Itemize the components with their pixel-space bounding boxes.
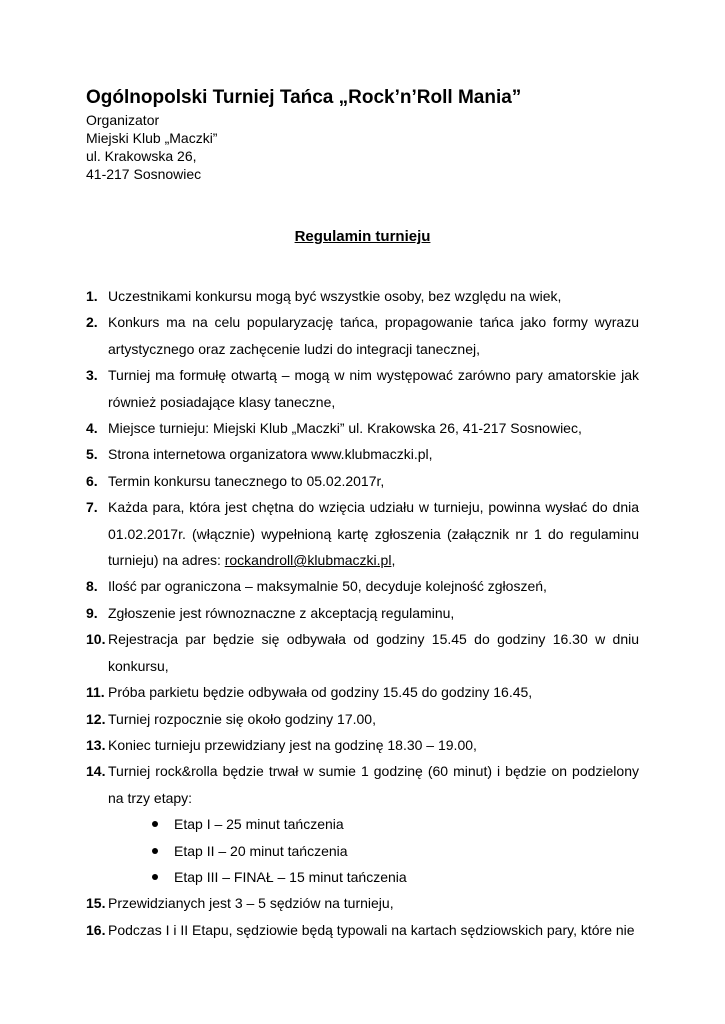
bullet-icon (152, 874, 158, 880)
rule-text: Konkurs ma na celu popularyzację tańca, propagowanie tańca jako formy wyrazu artystycznego oraz zachęcenie ludzi do integracji tanecznej, (108, 314, 639, 357)
rule-item (86, 917, 639, 943)
rule-item (86, 309, 639, 362)
rule-number: 7. (86, 499, 98, 516)
rule-text: Strona internetowa organizatora www.klubmaczki.pl, (108, 446, 433, 463)
bullet-icon (152, 821, 158, 827)
rule-text: Turniej ma formułę otwartą – mogą w nim występować zarówno pary amatorskie jak również posiadające klasy taneczne, (108, 367, 639, 410)
rule-number: 10. (86, 631, 106, 648)
rule-item (86, 600, 639, 626)
document-title: Ogólnopolski Turniej Tańca „Rock’n’Roll Mania” (86, 87, 522, 108)
rule-number: 15. (86, 895, 106, 912)
rule-item (86, 758, 639, 890)
rule-item (86, 362, 639, 415)
organizer-line: Organizator (86, 112, 160, 128)
organizer-line: 41-217 Sosnowiec (86, 166, 202, 182)
rule-item (86, 706, 639, 732)
organizer-line: ul. Krakowska 26, (86, 148, 197, 164)
rule-item (86, 679, 639, 705)
rule-text: Każda para, która jest chętna do wzięcia udziału w turnieju, powinna wysłać do dnia 01.02.2017r. (włącznie) wypełnioną kartę zgłoszenia (załącznik nr 1 do regulaminu turnieju) na adres: rockandroll@klubmaczki.pl, (108, 499, 639, 569)
stage-text: Etap III – FINAŁ – 15 minut tańczenia (174, 868, 407, 885)
rule-item (86, 494, 639, 573)
rule-text: Zgłoszenie jest równoznaczne z akceptacją regulaminu, (108, 604, 455, 621)
rule-number: 12. (86, 710, 106, 727)
rule-number: 5. (86, 446, 98, 463)
rule-number: 13. (86, 736, 106, 753)
rule-text: Uczestnikami konkursu mogą być wszystkie osoby, bez względu na wiek, (108, 288, 562, 304)
rule-item (86, 732, 639, 758)
rule-number: 16. (86, 921, 106, 938)
rule-number: 4. (86, 420, 98, 437)
rule-text: Turniej rock&rolla będzie trwał w sumie 1 godzinę (60 minut) i będzie on podzielony na trzy etapy: (108, 763, 639, 806)
rule-text: Miejsce turnieju: Miejski Klub „Maczki” ul. Krakowska 26, 41-217 Sosnowiec, (108, 420, 582, 437)
rule-item (86, 415, 639, 441)
stage-text: Etap I – 25 minut tańczenia (174, 816, 344, 833)
rule-number: 1. (86, 288, 98, 304)
rule-item (86, 626, 639, 679)
rule-text: Ilość par ograniczona – maksymalnie 50, decyduje kolejność zgłoszeń, (108, 578, 547, 595)
rule-text: Przewidzianych jest 3 – 5 sędziów na turnieju, (108, 895, 394, 912)
stage-item (108, 838, 639, 864)
regulations-heading: Regulamin turnieju (294, 228, 431, 245)
rule-item (86, 441, 639, 467)
rule-item (86, 468, 639, 494)
rule-text: Termin konkursu tanecznego to 05.02.2017r, (108, 472, 385, 489)
rule-number: 8. (86, 578, 98, 595)
stage-list (108, 811, 639, 890)
rule-number: 6. (86, 472, 98, 489)
rule-item (86, 573, 639, 599)
organizer-block (86, 111, 217, 183)
rule-number: 3. (86, 367, 98, 384)
rule-item (86, 890, 639, 916)
stage-text: Etap II – 20 minut tańczenia (174, 842, 348, 859)
rule-number: 9. (86, 604, 98, 621)
rule-text: Turniej rozpocznie się około godziny 17.00, (108, 710, 376, 727)
rules-list (86, 283, 639, 943)
rule-number: 14. (86, 763, 106, 780)
stage-item (108, 811, 639, 837)
stage-item (108, 864, 639, 890)
rule-item (86, 283, 639, 309)
rule-text: Podczas I i II Etapu, sędziowie będą typowali na kartach sędziowskich pary, które nie (108, 921, 635, 938)
rule-text: Próba parkietu będzie odbywała od godziny 15.45 do godziny 16.45, (108, 684, 533, 701)
email-link[interactable]: rockandroll@klubmaczki.pl (224, 552, 392, 569)
rule-text: Koniec turnieju przewidziany jest na godzinę 18.30 – 19.00, (108, 736, 477, 753)
bullet-icon (152, 848, 158, 854)
rule-number: 2. (86, 314, 98, 331)
organizer-line: Miejski Klub „Maczki” (86, 130, 218, 146)
rule-number: 11. (86, 684, 105, 701)
rule-text: Rejestracja par będzie się odbywała od godziny 15.45 do godziny 16.30 w dniu konkursu, (108, 631, 639, 674)
